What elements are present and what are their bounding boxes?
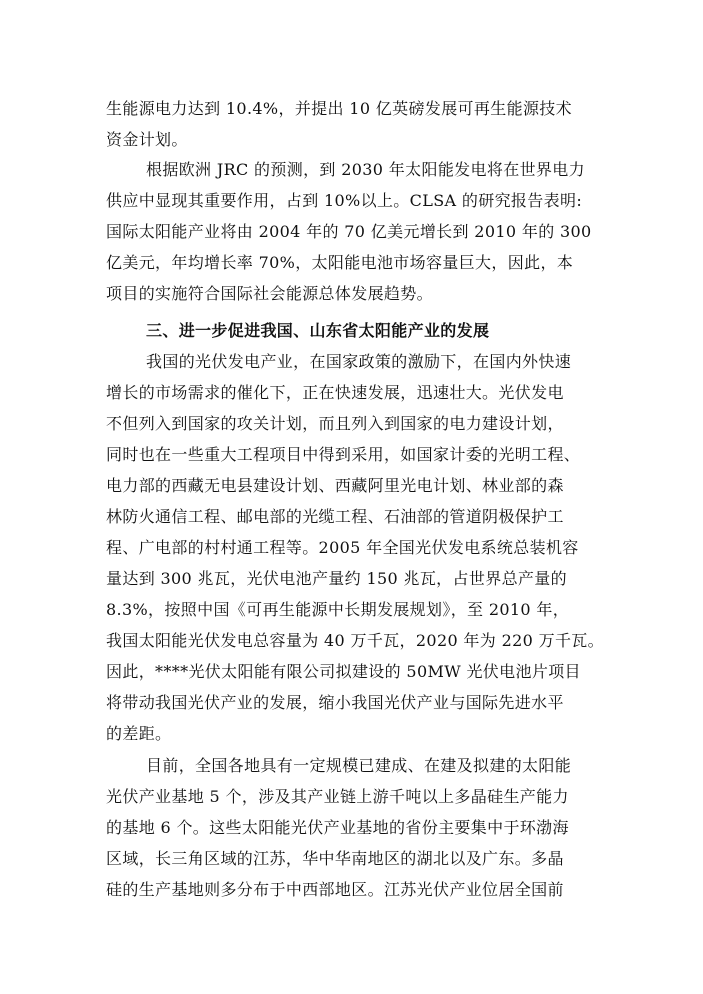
paragraph-4-line: 区域，长三角区域的江苏，华中华南地区的湖北以及广东。多晶 bbox=[106, 849, 564, 868]
paragraph-1-line: 生能源电力达到 10.4%，并提出 10 亿英磅发展可再生能源技术 bbox=[106, 99, 572, 118]
paragraph-4-line: 光伏产业基地 5 个，涉及其产业链上游千吨以上多晶硅生产能力 bbox=[106, 787, 569, 806]
paragraph-3-line: 将带动我国光伏产业的发展，缩小我国光伏产业与国际先进水平 bbox=[106, 693, 564, 712]
paragraph-4-line: 硅的生产基地则多分布于中西部地区。江苏光伏产业位居全国前 bbox=[106, 880, 564, 899]
paragraph-2-line: 根据欧洲 JRC 的预测，到 2030 年太阳能发电将在世界电力 bbox=[146, 160, 585, 179]
paragraph-3-line: 我国的光伏发电产业，在国家政策的激励下，在国内外快速 bbox=[146, 352, 572, 371]
paragraph-4-line: 目前，全国各地具有一定规模已建成、在建及拟建的太阳能 bbox=[146, 756, 572, 775]
paragraph-2-line: 供应中显现其重要作用，占到 10%以上。CLSA 的研究报告表明: bbox=[106, 191, 583, 210]
paragraph-2-line: 国际太阳能产业将由 2004 年的 70 亿美元增长到 2010 年的 300 bbox=[106, 222, 592, 241]
section-heading: 三、进一步促进我国、山东省太阳能产业的发展 bbox=[146, 321, 490, 340]
paragraph-4-line: 的基地 6 个。这些太阳能光伏产业基地的省份主要集中于环渤海 bbox=[106, 818, 569, 837]
paragraph-3-line: 增长的市场需求的催化下，正在快速发展，迅速壮大。光伏发电 bbox=[106, 383, 564, 402]
paragraph-3-line: 不但列入到国家的攻关计划，而且列入到国家的电力建设计划， bbox=[106, 414, 564, 433]
paragraph-3-line: 8.3%，按照中国《可再生能源中长期发展规划》，至 2010 年， bbox=[106, 600, 570, 619]
paragraph-3-line: 电力部的西藏无电县建设计划、西藏阿里光电计划、林业部的森 bbox=[106, 476, 564, 495]
paragraph-3-line: 同时也在一些重大工程项目中得到采用，如国家计委的光明工程、 bbox=[106, 445, 581, 464]
paragraph-3-line: 林防火通信工程、邮电部的光缆工程、石油部的管道阴极保护工 bbox=[106, 507, 564, 526]
paragraph-2-line: 项目的实施符合国际社会能源总体发展趋势。 bbox=[106, 284, 434, 303]
paragraph-3-line: 因此，****光伏太阳能有限公司拟建设的 50MW 光伏电池片项目 bbox=[106, 662, 581, 681]
paragraph-3-line: 的差距。 bbox=[106, 724, 172, 743]
paragraph-3-line: 我国太阳能光伏发电总容量为 40 万千瓦，2020 年为 220 万千瓦。 bbox=[106, 631, 604, 650]
paragraph-1-line: 资金计划。 bbox=[106, 130, 188, 149]
paragraph-3-line: 程、广电部的村村通工程等。2005 年全国光伏发电系统总装机容 bbox=[106, 538, 579, 557]
paragraph-2-line: 亿美元，年均增长率 70%，太阳能电池市场容量巨大，因此，本 bbox=[106, 253, 574, 272]
paragraph-3-line: 量达到 300 兆瓦，光伏电池产量约 150 兆瓦，占世界总产量的 bbox=[106, 569, 567, 588]
